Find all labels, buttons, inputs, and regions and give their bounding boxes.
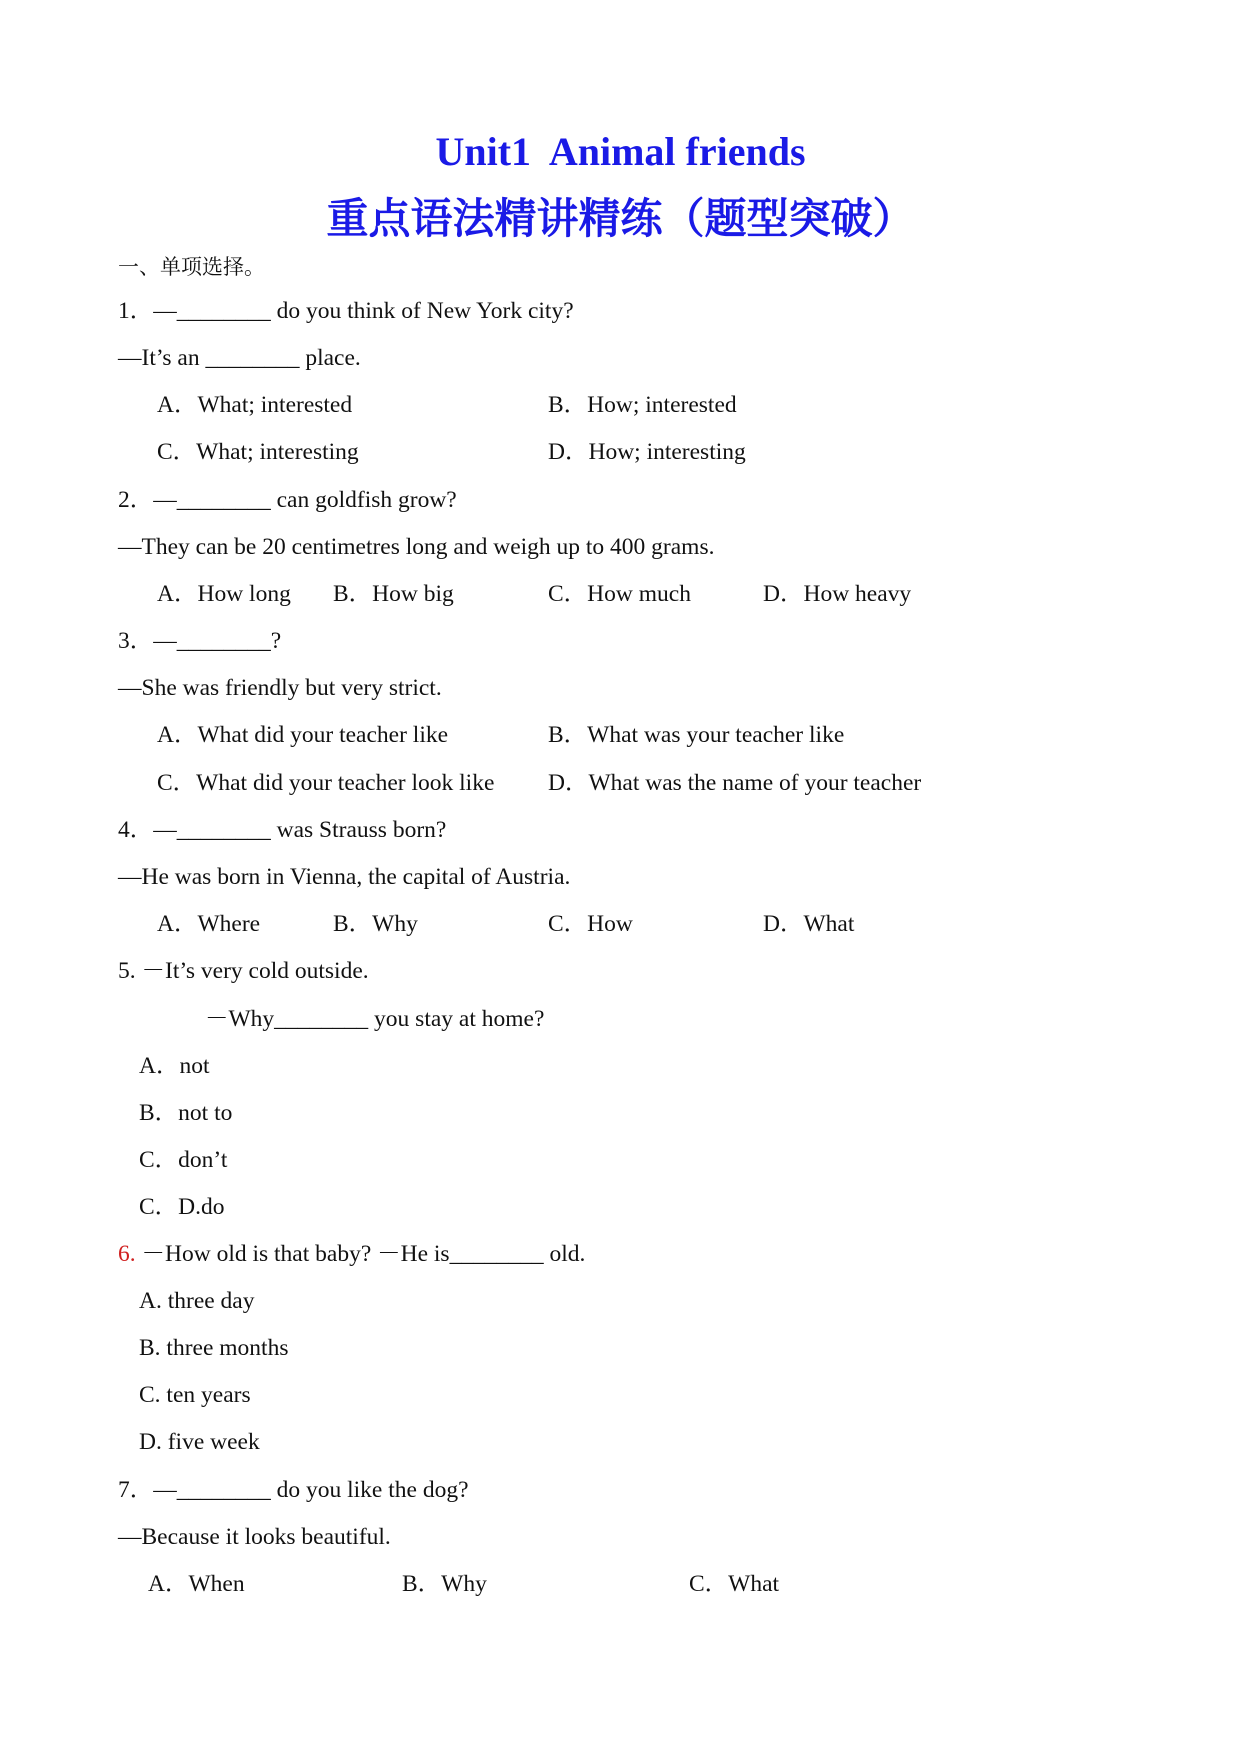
q2-option-c: C．How much xyxy=(548,581,691,607)
q2-option-b: B．How big xyxy=(333,581,454,607)
q6-stem xyxy=(118,1239,585,1269)
q7-option-b: B．Why xyxy=(402,1571,487,1597)
q2-option-a: A．How long xyxy=(157,581,291,607)
q7-reply: —Because it looks beautiful. xyxy=(118,1524,391,1550)
q3-reply: —She was friendly but very strict. xyxy=(118,675,442,701)
q5-option-c: C．don’t xyxy=(139,1147,228,1173)
q2-stem: 2．—________ can goldfish grow? xyxy=(118,487,457,513)
q4-option-b: B．Why xyxy=(333,911,418,937)
q4-option-c: C．How xyxy=(548,911,633,937)
q6-option-c: C. ten years xyxy=(139,1382,251,1408)
q6-stem-text: －How old is that baby? －He is________ old. xyxy=(135,1241,586,1267)
q2-reply: —They can be 20 centimetres long and weigh up to 400 grams. xyxy=(118,534,715,560)
q6-option-d: D. five week xyxy=(139,1429,260,1455)
q7-option-a: A．When xyxy=(148,1571,245,1597)
q3-stem: 3．—________? xyxy=(118,628,282,654)
q4-reply: —He was born in Vienna, the capital of Austria. xyxy=(118,864,571,890)
q1-reply: —It’s an ________ place. xyxy=(118,345,361,371)
q1-option-b: B．How; interested xyxy=(548,392,737,418)
q4-option-d: D．What xyxy=(763,911,855,937)
q2-option-d: D．How heavy xyxy=(763,581,912,607)
q4-stem: 4．—________ was Strauss born? xyxy=(118,817,447,843)
q4-option-a: A．Where xyxy=(157,911,261,937)
q1-option-a: A．What; interested xyxy=(157,392,353,418)
q3-option-b: B．What was your teacher like xyxy=(548,722,845,748)
q1-stem: 1．—________ do you think of New York city? xyxy=(118,298,574,324)
section-heading: 一、单项选择。 xyxy=(118,255,265,279)
q3-option-c: C．What did your teacher look like xyxy=(157,770,495,796)
q5-option-d: C．D.do xyxy=(139,1194,225,1220)
q7-option-c: C．What xyxy=(689,1571,780,1597)
q7-stem: 7．—________ do you like the dog? xyxy=(118,1477,469,1503)
unit-title: Unit1 Animal friends xyxy=(435,129,806,174)
q6-option-b: B. three months xyxy=(139,1335,289,1361)
q6-option-a: A. three day xyxy=(139,1288,255,1314)
q5-stem: 5. －It’s very cold outside. xyxy=(118,958,369,984)
q5-reply: －Why________ you stay at home? xyxy=(205,1006,545,1032)
q3-option-d: D．What was the name of your teacher xyxy=(548,770,922,796)
q3-option-a: A．What did your teacher like xyxy=(157,722,449,748)
unit-subtitle: 重点语法精讲精练（题型突破） xyxy=(326,194,915,243)
q1-option-d: D．How; interesting xyxy=(548,439,746,465)
q5-option-b: B．not to xyxy=(139,1100,233,1126)
q5-option-a: A．not xyxy=(139,1053,210,1079)
q6-number: 6. xyxy=(118,1241,136,1267)
q1-option-c: C．What; interesting xyxy=(157,439,359,465)
